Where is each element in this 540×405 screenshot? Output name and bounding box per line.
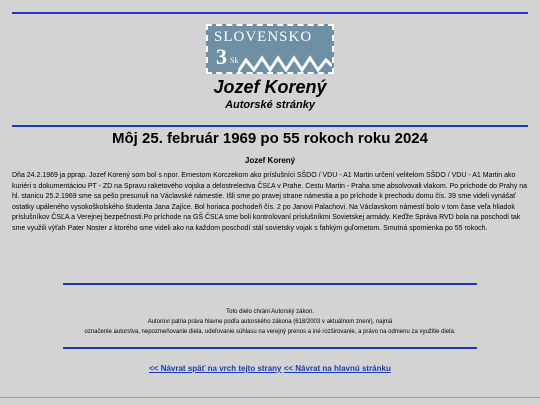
stamp-value: 3 — [216, 44, 227, 69]
slovensko-stamp-logo — [206, 24, 334, 74]
bottom-rule — [0, 397, 540, 398]
back-to-top-link[interactable]: << Návrat späť na vrch tejto strany — [149, 364, 282, 373]
article-title: Môj 25. február 1969 po 55 rokoch roku 2024 — [112, 130, 428, 147]
site-subtitle: Autorské stránky — [225, 99, 315, 111]
home-page-link[interactable]: << Návrat na hlavnú stránku — [283, 364, 391, 373]
stamp-country: SLOVENSKO — [214, 29, 313, 45]
stamp-pattern-icon — [238, 50, 332, 74]
stamp-unit: Sk — [230, 56, 239, 65]
author-name: Jozef Korený — [213, 77, 327, 97]
copyright-line-3: označenie autorstva, nepozmeňovanie diela, udeľovanie súhlasu na verejný prenos a iné rozširovanie, a právo na odmenu za využitie diela. — [84, 329, 456, 335]
article-author: Jozef Korený — [244, 156, 296, 165]
footer-top-rule — [63, 283, 477, 285]
top-rule — [12, 12, 528, 14]
navigation-links — [0, 364, 540, 373]
footer-bottom-rule — [63, 347, 477, 349]
copyright-line-1: Toto dielo chráni Autorský zákon. — [226, 309, 314, 315]
header-rule — [12, 125, 528, 127]
article-body: Dňa 24.2.1969 ja pprap. Jozef Korený som bol s npor. Ernestom Korczekom ako príslušníci SŠDO / VDU - A1 Martin určení velitelom SŠDO / VDU - A1 Martin ako kuriéri s dokumentáciou PT - ZD na Spravu raketového vojska a delostrelectva ČSĽA v Prahe. Cestu Martin - Praha sme absolvovali vlakom. Po príchode do Prahy na hl. stanicu 25.2.1969 sme sa pešo presunuli na Václavské námestie. Išli sme po pravej strane námestia a po príchode k prechodu domu čís. 39 sme videli vynášať ostatky upáleného vysokoškolského študenta Jana Zajíce. Bol horiaca pochodeň čís. 2 po Janovi Palachovi. Na Václavskom námestí bolo v tom čase veľa hliadok príslušníkov ČSĽA a Verejnej bezpečnosti.Po príchode na GŠ ČSĽA sme boli kontrolovaní príslušníkmi Sovietskej armády. Keďže Správa RVD bola na poschodí tak sme využili výťah Pater Noster z ktorého sme videli ako na každom poschodí stál sovietsky vojak s fahkým guľometom. Smutná spomienka po 55 rokoch. — [12, 172, 528, 232]
copyright-line-2: Autorovi patria práva hlavne podľa autorského zákona (618/2003 v aktuálnom znení), najmä — [147, 319, 393, 325]
